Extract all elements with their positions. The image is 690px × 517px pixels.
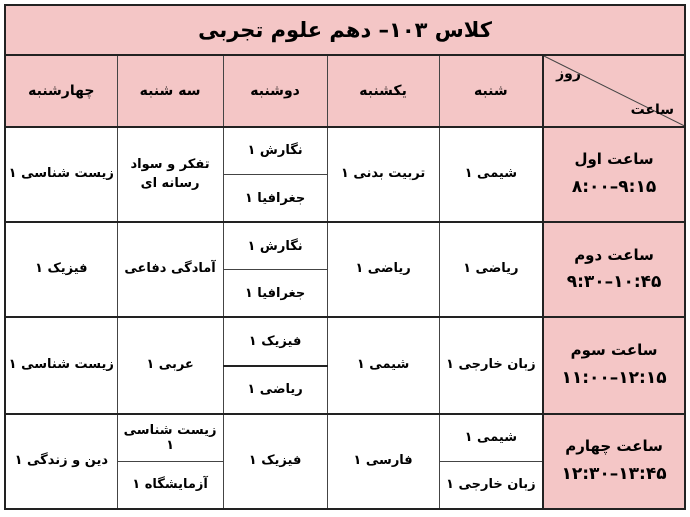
cell-r1-seshanbe [117,127,223,222]
cell-r2-doshanbe-b: جغرافیا ۱ [223,270,327,318]
slot-1-range: ۸:۰۰–۹:۱۵ [571,176,657,197]
cell-r2-doshanbe-a: نگارش ۱ [223,222,327,270]
schedule-sheet [4,4,684,510]
cell-r2-seshanbe: آمادگی دفاعی [117,222,223,317]
cell-r1-doshanbe-a: نگارش ۱ [223,127,327,175]
cell-r3-shanbe: زبان خارجی ۱ [439,317,543,413]
cell-r3-doshanbe-b: ریاضی ۱ [223,366,327,414]
cell-r4-seshanbe-a: زیست شناسی ۱ [117,414,223,462]
cell-r4-shanbe-b: زبان خارجی ۱ [439,461,543,509]
cell-r2-chaharshanbe: فیزیک ۱ [5,222,117,317]
day-header-doshanbe: دوشنبه [223,55,327,127]
cell-r3-seshanbe: عربی ۱ [117,317,223,413]
cell-r3-chaharshanbe: زیست شناسی ۱ [5,317,117,413]
cell-r1-yekshanbe: تربیت بدنی ۱ [327,127,439,222]
cell-r4-shanbe-a: شیمی ۱ [439,414,543,462]
page-title: کلاس ۱۰۳– دهم علوم تجربی [5,5,685,55]
cell-r1-seshanbe-line1: تفکر و سواد [130,156,210,172]
slot-3 [543,317,685,413]
cell-r1-seshanbe-line2: رسانه ای [140,175,200,191]
slot-2-name: ساعت دوم [574,245,654,264]
slot-4-name: ساعت چهارم [565,437,663,456]
cell-r1-doshanbe-b: جغرافیا ۱ [223,175,327,223]
day-header-chaharshanbe: چهارشنبه [5,55,117,127]
corner-header [543,55,685,127]
cell-r3-yekshanbe: شیمی ۱ [327,317,439,413]
cell-r2-shanbe: ریاضی ۱ [439,222,543,317]
slot-2-range: ۹:۳۰–۱۰:۴۵ [566,272,662,293]
corner-day-label: روز [556,66,581,83]
timetable [4,4,686,510]
cell-r2-yekshanbe: ریاضی ۱ [327,222,439,317]
cell-r1-chaharshanbe: زیست شناسی ۱ [5,127,117,222]
cell-r4-seshanbe-b: آزمایشگاه ۱ [117,461,223,509]
slot-3-name: ساعت سوم [570,341,658,360]
day-header-shanbe: شنبه [439,55,543,127]
slot-4 [543,414,685,509]
cell-r4-chaharshanbe: دین و زندگی ۱ [5,414,117,509]
day-header-yekshanbe: یکشنبه [327,55,439,127]
cell-r4-doshanbe: فیزیک ۱ [223,414,327,509]
cell-r3-doshanbe-a: فیزیک ۱ [223,317,327,365]
slot-4-range: ۱۲:۳۰–۱۳:۴۵ [561,463,667,484]
slot-3-range: ۱۱:۰۰–۱۲:۱۵ [561,367,667,388]
cell-r1-shanbe: شیمی ۱ [439,127,543,222]
cell-r4-yekshanbe: فارسی ۱ [327,414,439,509]
slot-1 [543,127,685,222]
slot-1-name: ساعت اول [574,150,654,169]
day-header-seshanbe: سه شنبه [117,55,223,127]
corner-time-label: ساعت [630,101,675,118]
slot-2 [543,222,685,317]
